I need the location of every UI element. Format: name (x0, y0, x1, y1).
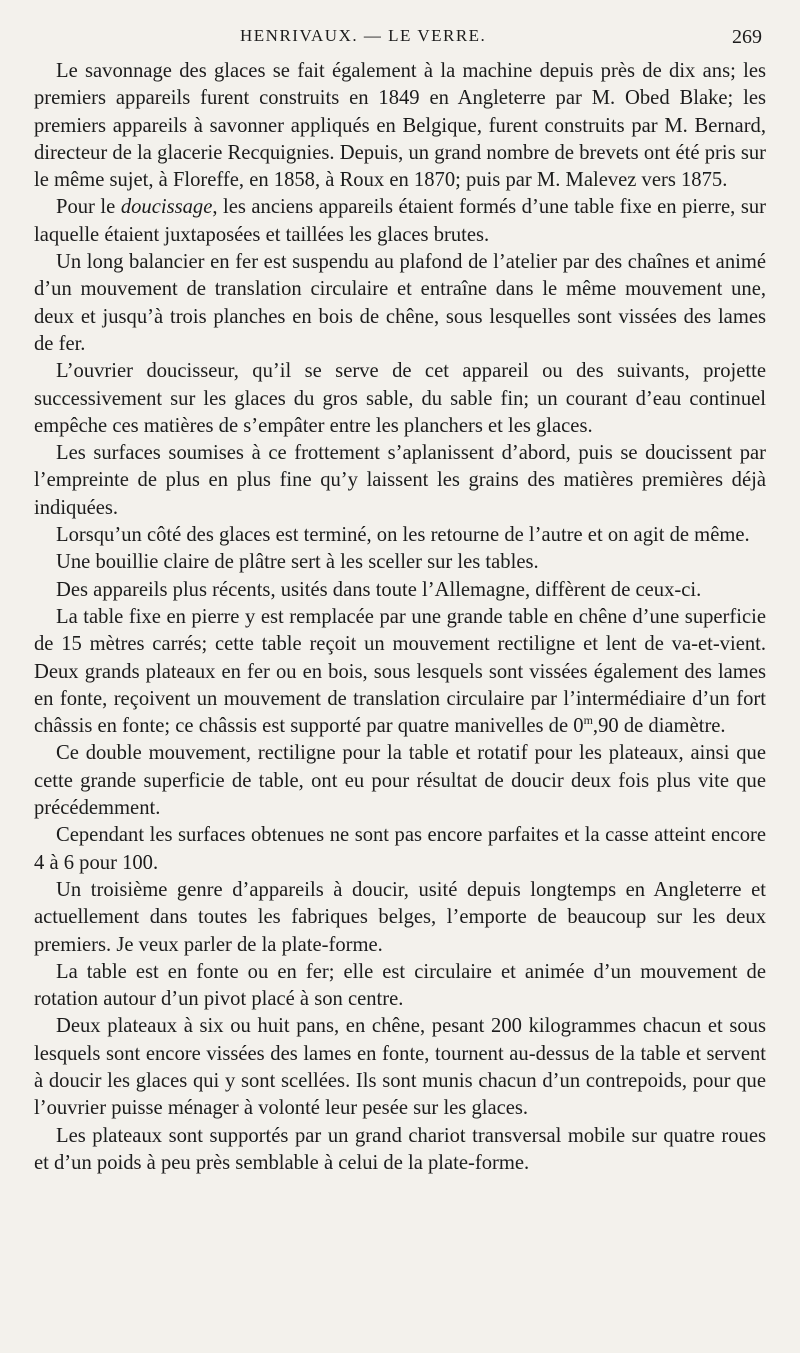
paragraph-plate-forme: Un troisième genre d’appareils à doucir, usité depuis longtemps en Angleterre et actuellement dans toutes les fabriques belges, l’emporte de beaucoup sur les deux premiers. Je veux parler de la plate-forme. (34, 878, 766, 956)
paragraph-ouvrier: L’ouvrier doucisseur, qu’il se serve de cet appareil ou des suivants, projette successivement sur les glaces du gros sable, du sable fin; un courant d’eau continuel empêche ces matières de s’empâter entre les planchers et les glaces. (34, 360, 766, 437)
running-head: HENRIVAUX. — LE VERRE. (240, 26, 487, 45)
paragraph-balancier: Un long balancier en fer est suspendu au plafond de l’atelier par des chaînes et animé d’un mouvement de translation circulaire et entraîne dans le même mouvement une, deux et jusqu’à trois planches en bois de chêne, sous lesquelles sont vissées des lames de fer. (34, 251, 766, 355)
paragraph-surfaces: Les surfaces soumises à ce frottement s’aplanissent d’abord, puis se doucissent par l’empreinte de plus en plus fine qu’y laissent les grains des matières premières déjà indiquées. (34, 442, 766, 519)
paragraph-bouillie: Une bouillie claire de plâtre sert à les sceller sur les tables. (56, 551, 539, 574)
paragraph-casse: Cependant les surfaces obtenues ne sont pas encore parfaites et la casse atteint encore 4 à 6 pour 100. (34, 824, 766, 874)
paragraph-table-chene (34, 604, 766, 740)
paragraph-retourne: Lorsqu’un côté des glaces est terminé, on les retourne de l’autre et on agit de même. (56, 524, 750, 547)
paragraph-allemagne: Des appareils plus récents, usités dans toute l’Allemagne, diffèrent de ceux-ci. (56, 578, 702, 601)
paragraph-savonnage: Le savonnage des glaces se fait également à la machine depuis près de dix ans; les premiers appareils furent construits en 1849 en Angleterre par M. Obed Blake; les premiers appareils à savonner appliqués en Belgique, furent construits par M. Bernard, directeur de la glacerie Recquignies. Depuis, un grand nombre de brevets ont été pris sur le même sujet, à Floreffe, en 1858, à Roux en 1870; puis par M. Malevez vers 1875. (34, 60, 766, 192)
body-text (34, 58, 766, 1177)
italic-term: doucissage (120, 196, 213, 219)
superscript: m (583, 713, 593, 728)
text-run: , les anciens appareils étaient formés d’une table fixe en pierre, sur laquelle étaient juxtaposées et taillées les glaces brutes. (34, 196, 766, 246)
text-run: Pour le (56, 196, 121, 219)
paragraph-chariot: Les plateaux sont supportés par un grand chariot transversal mobile sur quatre roues et d’un poids à peu près semblable à celui de la plate-forme. (34, 1124, 766, 1174)
paragraph-plateaux: Deux plateaux à six ou huit pans, en chêne, pesant 200 kilogrammes chacun et sous lesquels sont encore vissées des lames en fonte, tournent au-dessus de la table et servent à doucir les glaces qui y sont scellées. Ils sont munis chacun d’un contrepoids, pour que l’ouvrier puisse ménager à volonté leur pesée sur les glaces. (34, 1015, 766, 1120)
page-header (0, 22, 800, 52)
text-run: ,90 de diamètre. (592, 715, 726, 738)
text-run: La table fixe en pierre y est remplacée par une grande table en chêne d’une superficie de 15 mètres carrés; cette table reçoit un mouvement rectiligne et lent de va-et-vient. Deux grands plateaux en fer ou en bois, sous lesquels sont vissées également des lames en fonte, reçoivent un mouvement de translation circulaire par l’intermédiaire d’un fort châssis en fonte; ce châssis est supporté par quatre manivelles de 0 (34, 605, 766, 738)
paragraph-table-fonte: La table est en fonte ou en fer; elle est circulaire et animée d’un mouvement de rotation autour d’un pivot placé à son centre. (34, 960, 766, 1011)
paragraph-doucissage (34, 194, 766, 249)
paragraph-double-mouvement: Ce double mouvement, rectiligne pour la table et rotatif pour les plateaux, ainsi que cette grande superficie de table, ont eu pour résultat de doucir deux fois plus vite que précédemment. (34, 742, 766, 820)
page-number: 269 (732, 26, 762, 48)
